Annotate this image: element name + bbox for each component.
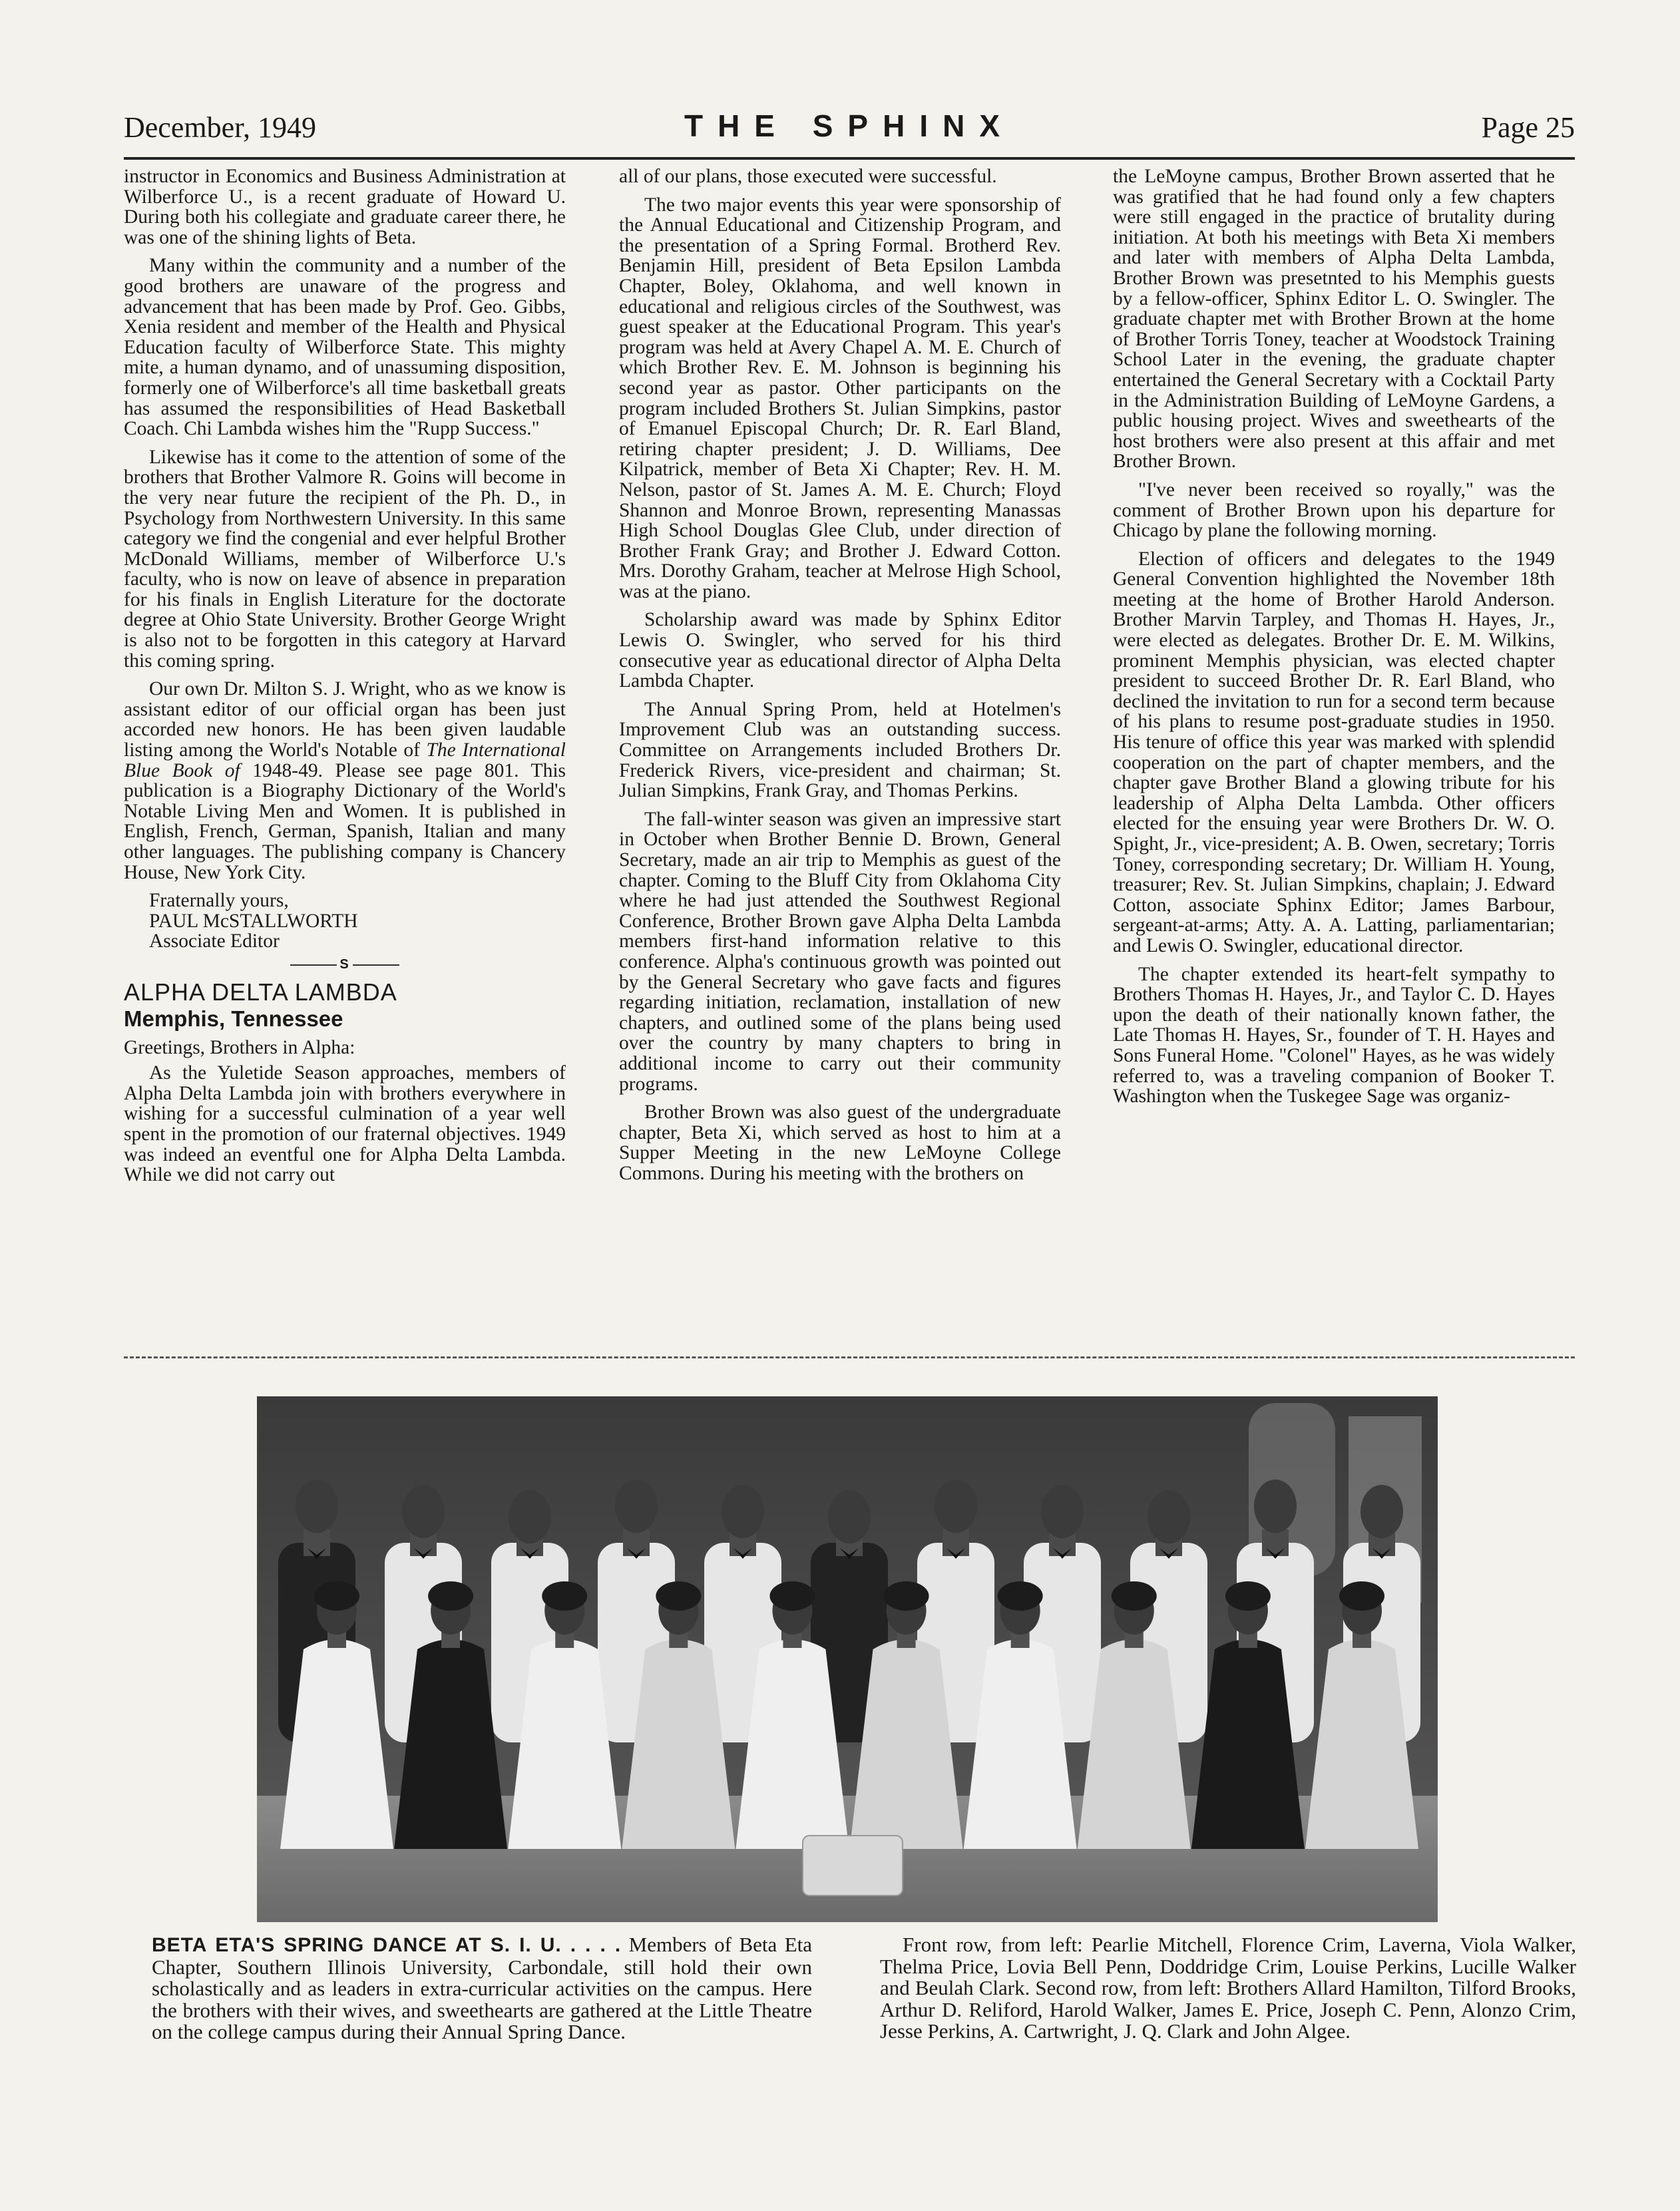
issue-date: December, 1949	[124, 111, 317, 144]
paragraph: The fall-winter season was given an impressive start in October when Brother Bennie D. Brown, General Secretary, made an air trip to Memphis as guest of the chapter. Coming to the Bluff City from Oklahoma City where he had just attended the Southwest Regional Conference, Brother Brown gave Alpha Delta Lambda members first-hand information relative to this conference. Alpha's continuous growth was pointed out by the General Secretary who gave facts and figures regarding initiation, reclamation, installation of new chapters, and outlined some of the plans being used over the country by many chapters to bring in additional income to carry out their community programs.	[619, 808, 1061, 1095]
paragraph: Brother Brown was also guest of the undergraduate chapter, Beta Xi, which served as host to him at a Supper Meeting in the new LeMoyne College Commons. During his meeting with the brothers on	[619, 1102, 1061, 1184]
column-1	[124, 166, 566, 1350]
paragraph: all of our plans, those executed were successful.	[619, 166, 997, 187]
paragraph-text: Our own Dr. Milton S. J. Wright, who as we know is assistant editor of our official organ has been just accorded new honors. He has been given laudable listing among the World's Notable of	[124, 678, 566, 761]
paragraph-text: 1948-49. Please see page 801. This publication is a Biography Dictionary of the World's Notable Living Men and Women. It is published in English, French, German, Spanish, Italian and many other languages. The publishing company is Chancery House, New York City.	[124, 759, 566, 883]
caption-text: Members of Beta Eta Chapter, Southern Illinois University, Carbondale, still hold their own scholastically and as leaders in extra-curricular activities on the campus. Here the brothers with their wives, and sweethearts are gathered at the Little Theatre on the college campus during their Annual Spring Dance.	[152, 1934, 812, 2044]
paragraph: Many within the community and a number of the good brothers are unaware of the progress and advancement that has been made by Prof. Geo. Gibbs, Xenia resident and member of the Health and Physical Education faculty of Wilberforce State. This mighty mite, a human dynamo, and of unassuming disposition, formerly one of Wilberforce's all time basketball greats has assumed the responsibilities of Head Basketball Coach. Chi Lambda wishes him the "Rupp Success."	[124, 255, 566, 440]
footstool	[803, 1836, 903, 1896]
paragraph: Scholarship award was made by Sphinx Editor Lewis O. Swingler, who served for his third consecutive year as educational director of Alpha Delta Lambda Chapter.	[619, 609, 1061, 692]
paragraph: the LeMoyne campus, Brother Brown asserted that he was gratified that he had found only a few chapters were still engaged in the practice of brutality during initiation. At both his meetings with Beta Xi members and later with members of Alpha Delta Lambda, Brother Brown was presetnted to his Memphis guests by a fellow-officer, Sphinx Editor L. O. Swingler. The graduate chapter met with Brother Brown at the home of Brother Torris Toney, teacher at Woodstock Training School Later in the evening, the graduate chapter entertained the General Secretary with a Cocktail Party in the Administration Building of LeMoyne Gardens, a public housing project. Wives and sweethearts of the host brothers were also present at this affair and met Brother Brown.	[1113, 166, 1555, 473]
column-3	[1113, 166, 1555, 1350]
divider-mark: S	[339, 956, 350, 972]
photo-caption-left	[152, 1934, 812, 2174]
page-number: Page 25	[1481, 111, 1575, 144]
group-photo-svg	[257, 1396, 1438, 1922]
paragraph: The chapter extended its heart-felt sympathy to Brothers Thomas H. Hayes, Jr., and Taylor C. D. Hayes upon the death of their nationally known father, the Late Thomas H. Hayes, Sr., founder of T. H. Hayes and Sons Funeral Home. "Colonel" Hayes, as he was widely referred to, was a traveling companion of Booker T. Washington when the Tuskegee Sage was organiz-	[1113, 963, 1555, 1107]
paragraph: "I've never been received so royally," was the comment of Brother Brown upon his departure for Chicago by plane the following morning.	[1113, 479, 1555, 542]
section-rule	[124, 1356, 1575, 1358]
chapter-city: Memphis, Tennessee	[124, 1006, 343, 1031]
photo-caption-right: Front row, from left: Pearlie Mitchell, Florence Crim, Laverna, Viola Walker, Thelma Price, Lovia Bell Penn, Doddridge Crim, Louise Perkins, Lucille Walker and Beulah Clark. Second row, from left: Brothers Allard Hamilton, Tilford Brooks, Arthur D. Reliford, Harold Walker, James E. Price, Joseph C. Penn, Alonzo Crim, Jesse Perkins, A. Cartwright, J. Q. Clark and John Algee.	[880, 1934, 1576, 2043]
group-photo-icon	[257, 1396, 1438, 1922]
greeting: Greetings, Brothers in Alpha:	[124, 1036, 355, 1058]
signer-title: Associate Editor	[149, 930, 280, 952]
column-2	[619, 166, 1061, 1350]
paragraph: As the Yuletide Season approaches, members of Alpha Delta Lambda join with brothers everywhere in wishing for a successful culmination of a year well spent in the promotion of our fraternal objectives. 1949 was indeed an eventful one for Alpha Delta Lambda. While we did not carry out	[124, 1062, 566, 1186]
page-header	[124, 106, 1575, 160]
paragraph: The two major events this year were sponsorship of the Annual Educational and Citizenship Program, and the presentation of a Spring Formal. Brotherd Rev. Benjamin Hill, president of Beta Epsilon Lambda Chapter, Boley, Oklahoma, and well known in educational and religious circles of the Southwest, was guest speaker at the Educational Program. This year's program was held at Avery Chapel A. M. E. Church of which Brother Rev. E. M. Johnson is beginning his second year as pastor. Other participants on the program included Brothers St. Julian Simpkins, pastor of Emanuel Episcopal Church; Dr. R. Earl Bland, retiring chapter president; J. D. Williams, Dee Kilpatrick, member of Beta Xi Chapter; Rev. H. M. Nelson, pastor of St. James A. M. E. Church; Floyd Shannon and Monroe Brown, representing Manassas High School Douglas Glee Club, under direction of Brother Frank Gray; and Brother J. Edward Cotton. Mrs. Dorothy Graham, teacher at Melrose High School, was at the piano.	[619, 194, 1061, 602]
caption-title: BETA ETA'S SPRING DANCE AT S. I. U. . . . .	[152, 1934, 622, 1956]
section-divider	[124, 954, 566, 975]
paragraph: The Annual Spring Prom, held at Hotelmen's Improvement Club was an outstanding success. Committee on Arrangements included Brothers Dr. Frederick Rivers, vice-president and chairman; St. Julian Simpkins, Frank Gray, and Thomas Perkins.	[619, 698, 1061, 802]
chapter-title: ALPHA DELTA LAMBDA	[124, 978, 397, 1006]
closing: Fraternally yours,	[149, 890, 289, 912]
paragraph: Election of officers and delegates to the 1949 General Convention highlighted the November 18th meeting at the home of Brother Harold Anderson. Brother Marvin Tarpley, and Thomas H. Hayes, Jr., were elected as delegates. Brother Dr. E. M. Wilkins, prominent Memphis physician, was elected chapter president to succeed Brother Dr. R. Earl Bland, who declined the invitation to run for a second term because of his plans to resume post-graduate studies in 1950. His tenure of office this year was marked with splendid cooperation on the part of chapter members, and the chapter gave Brother Bland a glowing tribute for his leadership of Alpha Delta Lambda. Other officers elected for the ensuing year were Brothers Dr. W. O. Spight, Jr., vice-president; A. B. Owen, secretary; Torris Toney, corresponding secretary; Dr. William H. Young, treasurer; Rev. St. Julian Simpkins, chaplain; J. Edward Cotton, associate Sphinx Editor; James Barbour, sergeant-at-arms; Atty. A. A. Latting, parliamentarian; and Lewis O. Swingler, educational director.	[1113, 548, 1555, 956]
paragraph: instructor in Economics and Business Administration at Wilberforce U., is a recent graduate of Howard U. During both his collegiate and graduate career there, he was one of the shining lights of Beta.	[124, 166, 566, 248]
publication-title: THE SPHINX	[684, 108, 1015, 143]
signature-block	[149, 891, 566, 952]
paragraph	[124, 679, 566, 883]
signer-name: PAUL McSTALLWORTH	[149, 910, 358, 932]
book-title: The International Blue Book of	[124, 739, 566, 781]
paragraph: Likewise has it come to the attention of some of the brothers that Brother Valmore R. Goins will become in the very near future the recipient of the Ph. D., in Psychology from Northwestern University. In this same category we find the congenial and ever helpful Brother McDonald Williams, member of Wilberforce U.'s faculty, who is now on leave of absence in preparation for his finals in English Literature for the doctorate degree at Ohio State University. Brother George Wright is also not to be forgotten in this category at Harvard this coming spring.	[124, 446, 566, 672]
